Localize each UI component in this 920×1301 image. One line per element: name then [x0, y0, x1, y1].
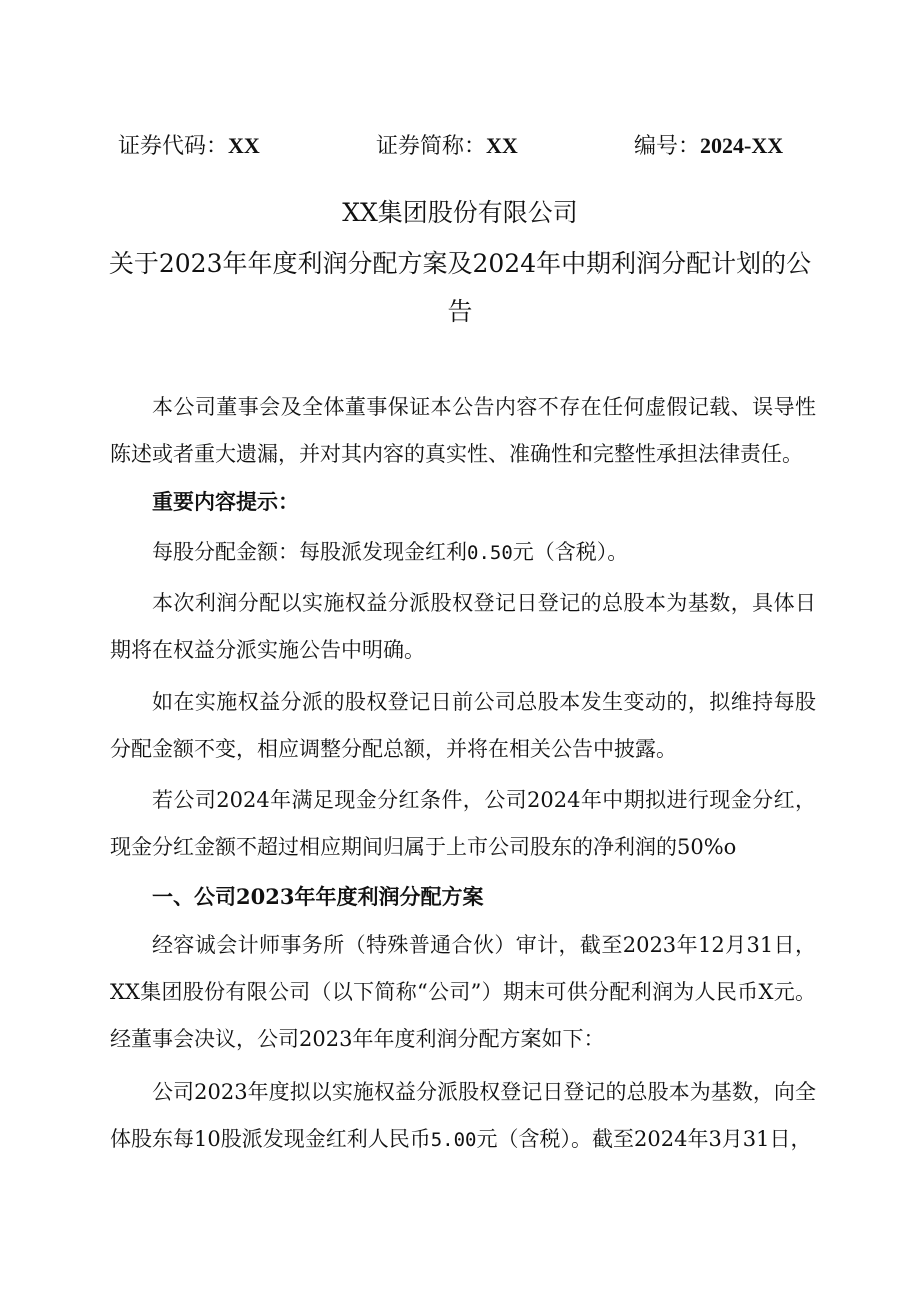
distribution-plan-paragraph — [110, 1069, 816, 1164]
audit-paragraph: 经容诚会计师事务所（特殊普通合伙）审计，截至2023年12月31日，XX集团股份有限公司（以下简称“公司”）期末可供分配利润为人民币X元。经董事会决议，公司2023年年度利润分配方案如下： — [110, 933, 816, 1051]
board-statement-paragraph: 本公司董事会及全体董事保证本公告内容不存在任何虚假记载、误导性陈述或者重大遗漏，并对其内容的真实性、准确性和完整性承担法律责任。 — [110, 395, 816, 466]
stock-code-label: 证券代码： — [118, 134, 229, 159]
serial-value: 2024-XX — [700, 133, 784, 158]
header-meta-row — [118, 128, 808, 164]
interim-dividend-paragraph: 若公司2024年满足现金分红条件，公司2024年中期拟进行现金分红，现金分红金额不超过相应期间归属于上市公司股东的净利润的50%o — [110, 788, 816, 859]
serial-label: 编号： — [634, 134, 701, 159]
announcement-title-line1: 关于2023年年度利润分配方案及2024年中期利润分配计划的公 — [108, 249, 812, 278]
announcement-title-line2: 告 — [447, 297, 473, 326]
share-change-paragraph: 如在实施权益分派的股权登记日前公司总股本发生变动的，拟维持每股分配金额不变，相应调整分配总额，并将在相关公告中披露。 — [110, 690, 816, 761]
stock-abbr-value: XX — [486, 133, 518, 158]
stock-abbreviation — [376, 128, 518, 165]
section1-heading: 一、公司2023年年度利润分配方案 — [152, 884, 484, 909]
highlights-heading: 重要内容提示： — [152, 489, 299, 514]
stock-code-value: XX — [228, 133, 260, 158]
dividend-per-share-paragraph — [110, 529, 816, 577]
distribution-plan-text-end: 元（含税）。截至2024年3月31日， — [476, 1127, 812, 1151]
dividend-per-share-label: 每股分配金额：每股派发现金红利 — [152, 540, 467, 564]
stock-code — [118, 128, 260, 165]
distribution-plan-amount: 5.00 — [430, 1129, 477, 1151]
dividend-per-share-suffix: 元（含税）。 — [512, 540, 629, 564]
stock-abbr-label: 证券简称： — [376, 134, 487, 159]
distribution-plan-text: 公司2023年度拟以实施权益分派股权登记日登记的总股本为基数，向全体股东每10股派发现金红利人民币 — [110, 1080, 816, 1151]
company-name: XX集团股份有限公司 — [342, 198, 578, 227]
serial-number — [634, 128, 783, 165]
record-date-paragraph: 本次利润分配以实施权益分派股权登记日登记的总股本为基数，具体日期将在权益分派实施公告中明确。 — [110, 591, 816, 662]
dividend-per-share-amount: 0.50 — [467, 542, 513, 564]
